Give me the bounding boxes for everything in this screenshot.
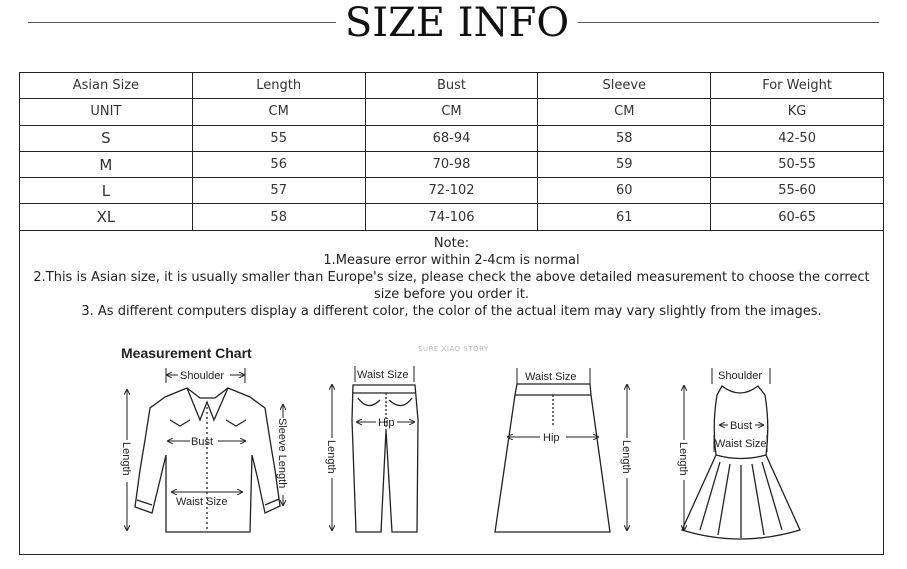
shirt-shoulder-label: Shoulder [180, 370, 225, 382]
dress-illustration [682, 386, 800, 539]
unit-cell: UNIT [20, 99, 193, 125]
table-cell: 56 [192, 151, 365, 177]
pants-length-label: Length [325, 440, 337, 474]
table-cell: 72-102 [365, 178, 538, 204]
notes-heading: Note: [433, 236, 470, 251]
pants-illustration [352, 385, 418, 532]
note-line-2: 2.This is Asian size, it is usually smaller than Europe's size, please check the above detailed measurement to choose the correct size before you order it. [33, 270, 870, 302]
shirt-bust-label: Bust [191, 436, 214, 448]
header-cell: Bust [365, 73, 538, 99]
unit-cell: CM [192, 99, 365, 125]
watermark-text: SURE XIAO STORY [418, 345, 489, 353]
size-cell: L [20, 178, 193, 204]
shirt-length-label: Length [120, 442, 132, 476]
dress-bust-label: Bust [730, 420, 753, 432]
measurement-chart-title: Measurement Chart [121, 345, 252, 361]
skirt-waist-label: Waist Size [525, 371, 577, 383]
note-line-1: 1.Measure error within 2-4cm is normal [323, 253, 580, 268]
size-cell: S [20, 125, 193, 151]
table-cell: 74-106 [365, 204, 538, 230]
pants-hip-label: Hip [378, 417, 395, 429]
unit-cell: KG [711, 99, 884, 125]
unit-cell: CM [365, 99, 538, 125]
skirt-hip-label: Hip [543, 432, 560, 444]
table-cell: 60 [538, 178, 711, 204]
table-cell: 59 [538, 151, 711, 177]
size-cell: M [20, 151, 193, 177]
note-line-3: 3. As different computers display a different color, the color of the actual item may vary slightly from the images. [81, 304, 822, 319]
table-cell: 70-98 [365, 151, 538, 177]
pants-waist-label: Waist Size [357, 369, 409, 381]
dress-waist-label: Waist Size [715, 438, 767, 450]
header-cell: Sleeve [538, 73, 711, 99]
skirt-illustration [495, 384, 610, 532]
header-cell: Length [192, 73, 365, 99]
table-cell: 58 [538, 125, 711, 151]
shirt-waist-label: Waist Size [176, 496, 228, 508]
table-cell: 61 [538, 204, 711, 230]
dress-shoulder-label: Shoulder [718, 370, 763, 382]
unit-cell: CM [538, 99, 711, 125]
shirt-illustration [135, 388, 280, 532]
table-cell: 55-60 [711, 178, 884, 204]
shirt-sleeve-label: Sleeve Length [276, 418, 288, 489]
table-cell: 42-50 [711, 125, 884, 151]
table-cell: 68-94 [365, 125, 538, 151]
skirt-length-label: Length [620, 440, 632, 474]
table-cell: 58 [192, 204, 365, 230]
table-cell: 55 [192, 125, 365, 151]
table-cell: 60-65 [711, 204, 884, 230]
header-cell: For Weight [711, 73, 884, 99]
table-cell: 57 [192, 178, 365, 204]
header-cell: Asian Size [20, 73, 193, 99]
size-cell: XL [20, 204, 193, 230]
page-title: SIZE INFO [344, 0, 570, 46]
table-cell: 50-55 [711, 151, 884, 177]
dress-length-label: Length [677, 442, 689, 476]
